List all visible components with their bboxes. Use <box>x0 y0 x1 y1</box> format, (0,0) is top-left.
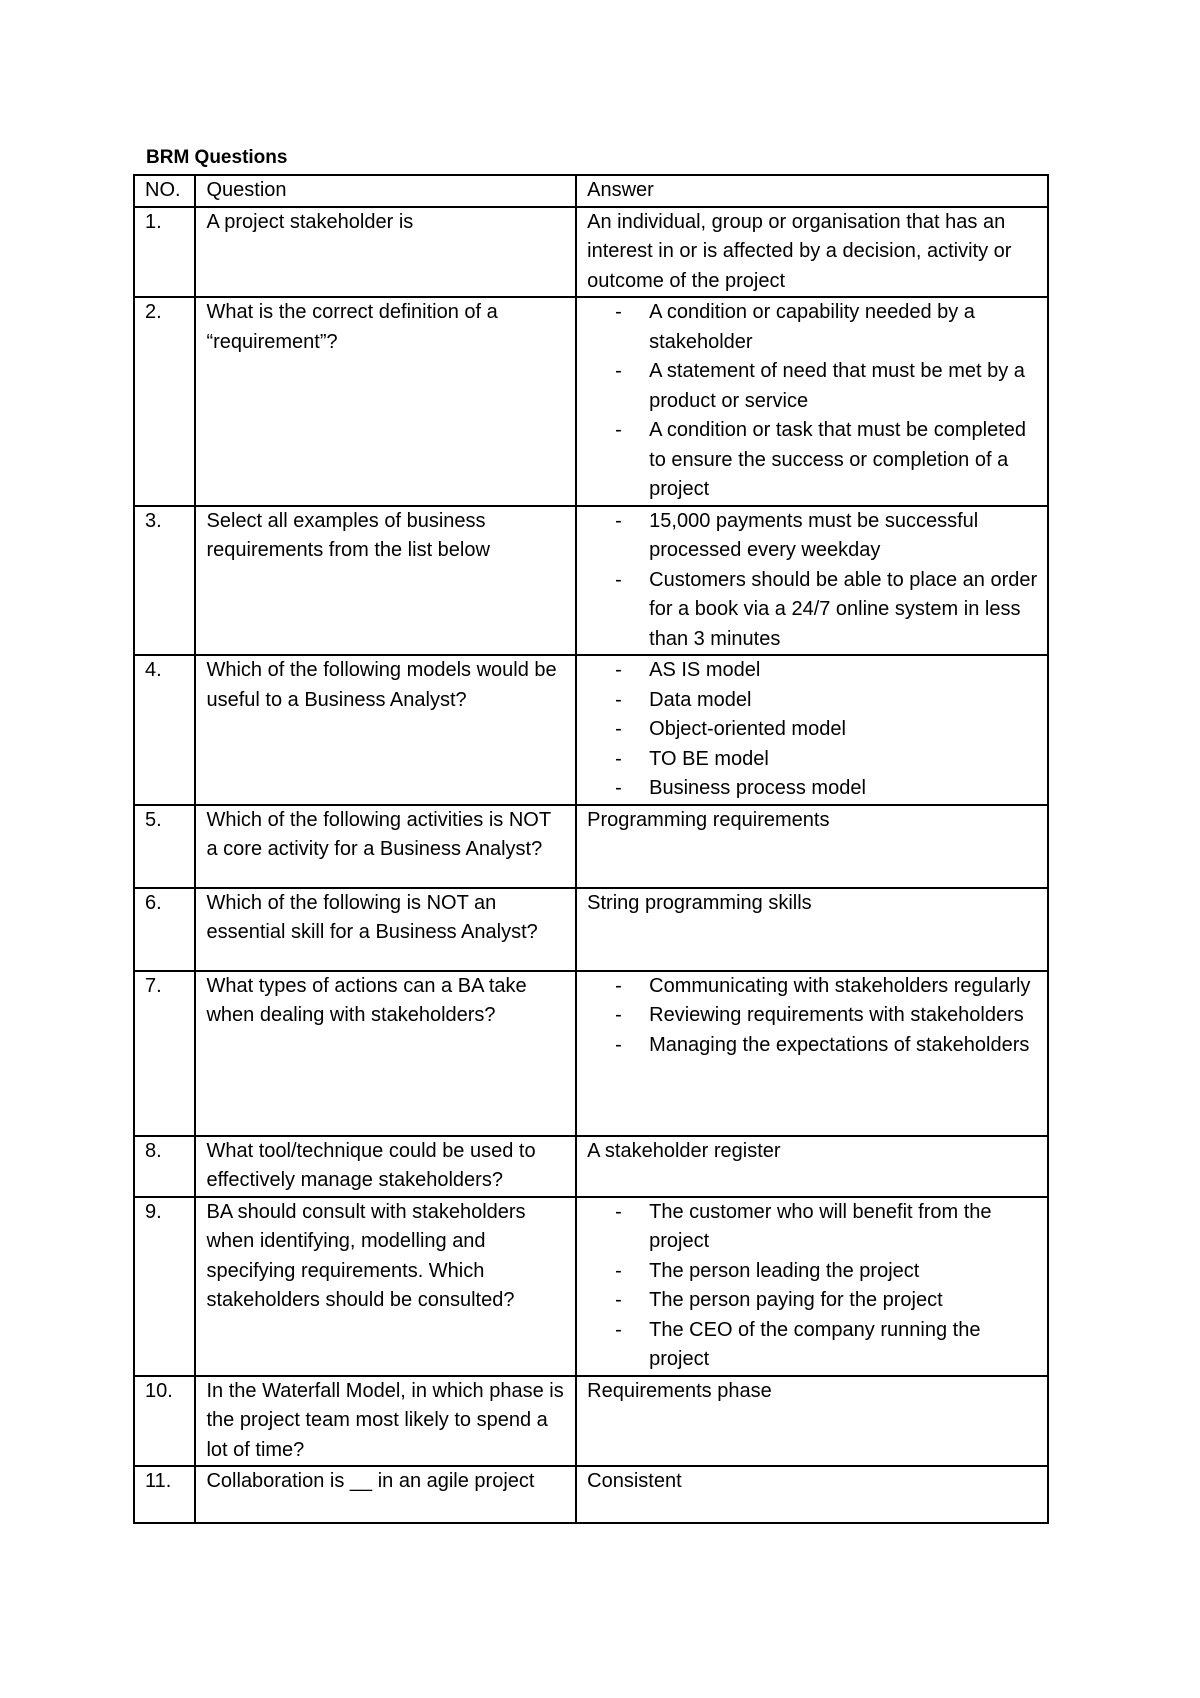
list-item: - The customer who will benefit from the project <box>649 1198 1039 1257</box>
row-number: 1. <box>134 207 195 298</box>
table-row <box>134 971 1048 1136</box>
header-answer: Answer <box>576 175 1048 207</box>
row-number: 7. <box>134 971 195 1136</box>
list-item: - The person leading the project <box>649 1257 1039 1287</box>
row-number: 5. <box>134 805 195 888</box>
list-item: - Communicating with stakeholders regularly <box>649 972 1039 1002</box>
row-number: 2. <box>134 297 195 506</box>
table-row <box>134 506 1048 656</box>
qa-table <box>133 174 1049 1524</box>
answer-list <box>587 507 1039 655</box>
list-item: - A condition or capability needed by a stakeholder <box>649 298 1039 357</box>
row-number: 8. <box>134 1136 195 1197</box>
question-cell: Which of the following models would be useful to a Business Analyst? <box>195 655 576 805</box>
table-row <box>134 1376 1048 1467</box>
list-item: - Business process model <box>649 774 1039 804</box>
row-number: 11. <box>134 1466 195 1523</box>
list-item: - The CEO of the company running the project <box>649 1316 1039 1375</box>
table-row <box>134 888 1048 971</box>
table-row <box>134 1197 1048 1376</box>
answer-cell <box>576 971 1048 1136</box>
question-cell: What is the correct definition of a “requirement”? <box>195 297 576 506</box>
question-cell: BA should consult with stakeholders when identifying, modelling and specifying requirements. Which stakeholders should be consulted? <box>195 1197 576 1376</box>
list-item: - Reviewing requirements with stakeholders <box>649 1001 1039 1031</box>
answer-cell: An individual, group or organisation that has an interest in or is affected by a decision, activity or outcome of the project <box>576 207 1048 298</box>
question-cell: What types of actions can a BA take when dealing with stakeholders? <box>195 971 576 1136</box>
row-number: 9. <box>134 1197 195 1376</box>
answer-cell: A stakeholder register <box>576 1136 1048 1197</box>
table-row <box>134 207 1048 298</box>
list-item: - 15,000 payments must be successful processed every weekday <box>649 507 1039 566</box>
table-row <box>134 297 1048 506</box>
header-question: Question <box>195 175 576 207</box>
answer-list <box>587 972 1039 1061</box>
table-row <box>134 655 1048 805</box>
row-number: 4. <box>134 655 195 805</box>
table-row <box>134 805 1048 888</box>
row-number: 3. <box>134 506 195 656</box>
list-item: - Data model <box>649 686 1039 716</box>
question-cell: Select all examples of business requirements from the list below <box>195 506 576 656</box>
answer-cell: Consistent <box>576 1466 1048 1523</box>
table-body <box>134 207 1048 1524</box>
row-number: 6. <box>134 888 195 971</box>
table-header-row <box>134 175 1048 207</box>
document-title: BRM Questions <box>146 147 288 168</box>
answer-list <box>587 298 1039 505</box>
answer-list <box>587 656 1039 804</box>
question-cell: A project stakeholder is <box>195 207 576 298</box>
answer-cell <box>576 297 1048 506</box>
answer-cell: Programming requirements <box>576 805 1048 888</box>
question-cell: Collaboration is __ in an agile project <box>195 1466 576 1523</box>
question-cell: In the Waterfall Model, in which phase is the project team most likely to spend a lot of time? <box>195 1376 576 1467</box>
answer-cell: String programming skills <box>576 888 1048 971</box>
list-item: - A condition or task that must be completed to ensure the success or completion of a project <box>649 416 1039 505</box>
row-number: 10. <box>134 1376 195 1467</box>
answer-cell <box>576 655 1048 805</box>
list-item: - The person paying for the project <box>649 1286 1039 1316</box>
answer-cell <box>576 1197 1048 1376</box>
header-no: NO. <box>134 175 195 207</box>
list-item: - Object-oriented model <box>649 715 1039 745</box>
answer-cell <box>576 506 1048 656</box>
table-row <box>134 1136 1048 1197</box>
question-cell: Which of the following activities is NOT a core activity for a Business Analyst? <box>195 805 576 888</box>
list-item: - A statement of need that must be met by a product or service <box>649 357 1039 416</box>
answer-cell: Requirements phase <box>576 1376 1048 1467</box>
question-cell: What tool/technique could be used to effectively manage stakeholders? <box>195 1136 576 1197</box>
list-item: - TO BE model <box>649 745 1039 775</box>
table-row <box>134 1466 1048 1523</box>
list-item: - AS IS model <box>649 656 1039 686</box>
question-cell: Which of the following is NOT an essential skill for a Business Analyst? <box>195 888 576 971</box>
answer-list <box>587 1198 1039 1375</box>
list-item: - Customers should be able to place an order for a book via a 24/7 online system in less than 3 minutes <box>649 566 1039 655</box>
list-item: - Managing the expectations of stakeholders <box>649 1031 1039 1061</box>
